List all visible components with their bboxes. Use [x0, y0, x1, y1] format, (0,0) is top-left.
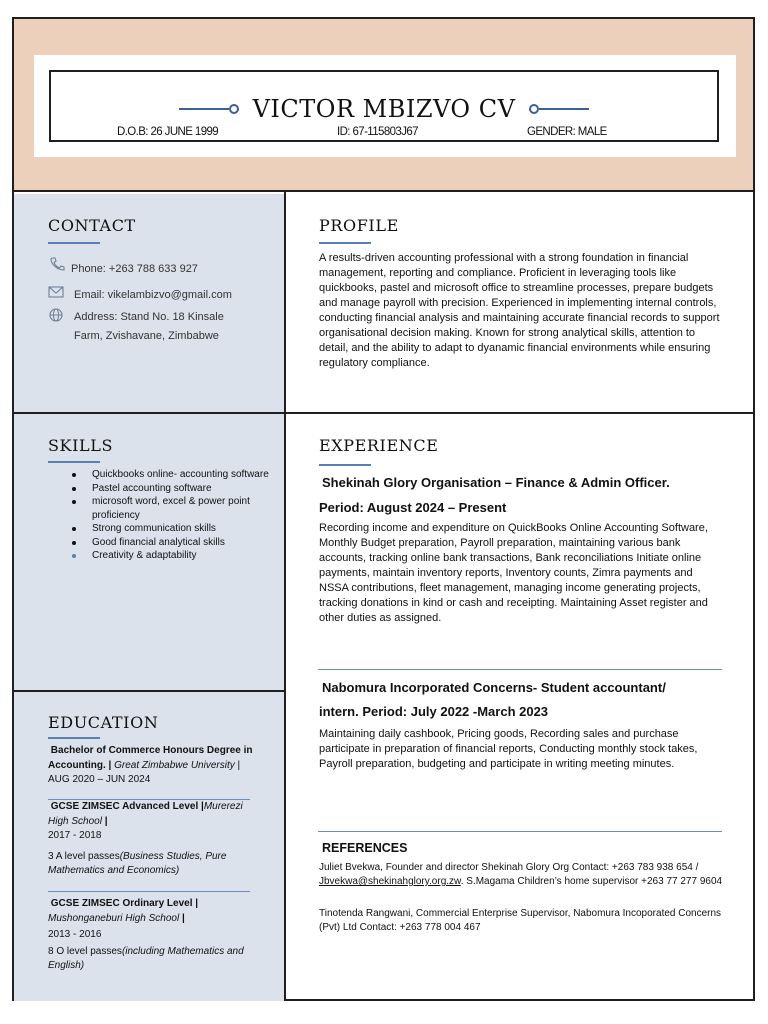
reference-1: [319, 861, 729, 889]
degree-sep: |: [234, 759, 241, 771]
a-level-name: GCSE ZIMSEC Advanced Level |: [50, 801, 204, 812]
skill-item: microsoft word, excel & power point proficiency: [72, 495, 272, 522]
right-ornament-icon: [529, 103, 589, 115]
globe-icon: [48, 308, 64, 322]
skill-item: Good financial analytical skills: [72, 536, 272, 550]
education-a-level: [48, 800, 258, 879]
experience-underline: [319, 464, 371, 466]
gender: GENDER: MALE: [527, 126, 607, 138]
header-box: [49, 70, 719, 142]
references-separator: [318, 831, 722, 832]
degree-name: Bachelor of Commerce Honours Degree in Accounting. |: [48, 745, 253, 771]
reference-1-email-link[interactable]: Jbvekwa@shekinahglory.org.zw: [319, 876, 461, 887]
o-level-period: 2013 - 2016: [48, 929, 102, 940]
reference-1-suffix: . S.Magama Children’s home supervisor +263 77 277 9604: [460, 876, 723, 887]
degree-period: AUG 2020 – JUN 2024: [48, 774, 151, 785]
education-o-level: [48, 897, 258, 974]
experience-heading: EXPERIENCE: [319, 436, 439, 455]
id-number: ID: 67-115803J67: [337, 126, 418, 138]
skills-underline: [48, 461, 100, 463]
reference-2: Tinotenda Rangwani, Commercial Enterprise Supervisor, Nabomura Incoporated Concerns (Pvt) Ltd Contact: +263 778 004 467: [319, 908, 722, 933]
a-level-institution: Murerezi High School: [48, 801, 243, 827]
job-2-description: Maintaining daily cashbook, Pricing goods, Recording sales and purchase participate in preparation of financial reports, Conducting monthly stock takes, Payroll preparation, budgeting and participate in writing meeting minutes.: [319, 728, 698, 770]
o-level-institution: Mushonganeburi High School: [48, 912, 180, 924]
contact-address-line1: Address: Stand No. 18 Kinsale: [74, 311, 224, 323]
profile-underline: [319, 242, 371, 244]
profile-text: A results-driven accounting professional with a strong foundation in financial management, reporting and compliance. Proficient in leveraging tools like quickbooks, pastel and microsoft office to streamline processes, prepare budgets and manage payroll with precision. Experienced in implementing internal controls, conducting financial analysis and maintaining accurate financial records to support organisational decision making. Known for strong analytical skills, attention to detail, and the ability to adapt to dyanamic financial environments while ensuring regulatory compliance.: [319, 252, 720, 369]
contact-phone[interactable]: Phone: +263 788 633 927: [71, 263, 198, 275]
education-heading: EDUCATION: [48, 713, 159, 732]
o-level-name: GCSE ZIMSEC Ordinary Level |: [50, 898, 199, 909]
skill-item: Strong communication skills: [72, 522, 272, 536]
skills-heading: SKILLS: [48, 436, 114, 455]
references-heading: REFERENCES: [322, 841, 408, 855]
contact-heading: CONTACT: [48, 216, 136, 235]
skills-list: [72, 468, 272, 563]
email-icon: [48, 285, 64, 299]
experience-separator: [318, 669, 722, 670]
o-level-result-detail: (including Mathematics and English): [48, 945, 244, 971]
degree-institution: Great Zimbabwe University: [114, 759, 235, 771]
o-level-result: 8 O level passes: [48, 945, 122, 957]
education-underline: [48, 737, 100, 739]
job-1-description: Recording income and expenditure on QuickBooks Online Accounting Software, Monthly Budget preparation, Payroll preparation, maintaining various bank accounts, tracking online bank transactions, Bank reconciliations Initiate online payments, maintain inventory reports, Inventory counts, Zimra payments and NSSA contributions, fleet management, managing income generating projects, tracking donations in kind or cash and receipting. Maintaining Asset register and other duties as assigned.: [319, 522, 708, 624]
job-2-title: Nabomura Incorporated Concerns- Student accountant/: [322, 680, 666, 695]
profile-heading: PROFILE: [319, 216, 399, 235]
left-ornament-icon: [179, 103, 239, 115]
cv-page: [12, 17, 755, 1001]
contact-underline: [48, 242, 100, 244]
reference-1-text: Juliet Bvekwa, Founder and director Shekinah Glory Org Contact: +263 783 938 654 /: [319, 862, 699, 873]
o-level-sep: |: [179, 912, 185, 924]
skill-item: Creativity & adaptability: [72, 549, 272, 563]
job-1-title: Shekinah Glory Organisation – Finance & Admin Officer.: [322, 475, 670, 490]
a-level-result: 3 A level passes: [48, 850, 120, 862]
a-level-period: 2017 - 2018: [48, 830, 102, 841]
skill-item: Quickbooks online- accounting software: [72, 468, 272, 482]
job-2-period: intern. Period: July 2022 -March 2023: [319, 704, 549, 719]
a-level-sep: |: [101, 815, 108, 827]
education-separator: [48, 891, 250, 892]
column-divider: [284, 192, 286, 1001]
education-degree: [48, 744, 258, 788]
name-row: [51, 92, 717, 126]
header-band: [14, 19, 753, 192]
contact-email[interactable]: Email: vikelambizvo@gmail.com: [74, 289, 232, 301]
contact-address-line2: Farm, Zvishavane, Zimbabwe: [74, 330, 219, 342]
phone-icon: [49, 257, 65, 271]
header-panel: [34, 55, 736, 157]
cv-name: VICTOR MBIZVO CV: [252, 95, 516, 123]
a-level-result-detail: (Business Studies, Pure Mathematics and Economics): [48, 850, 227, 876]
skill-item: Pastel accounting software: [72, 482, 272, 496]
dob: D.O.B: 26 JUNE 1999: [117, 126, 219, 138]
job-1-period: Period: August 2024 – Present: [319, 500, 507, 515]
